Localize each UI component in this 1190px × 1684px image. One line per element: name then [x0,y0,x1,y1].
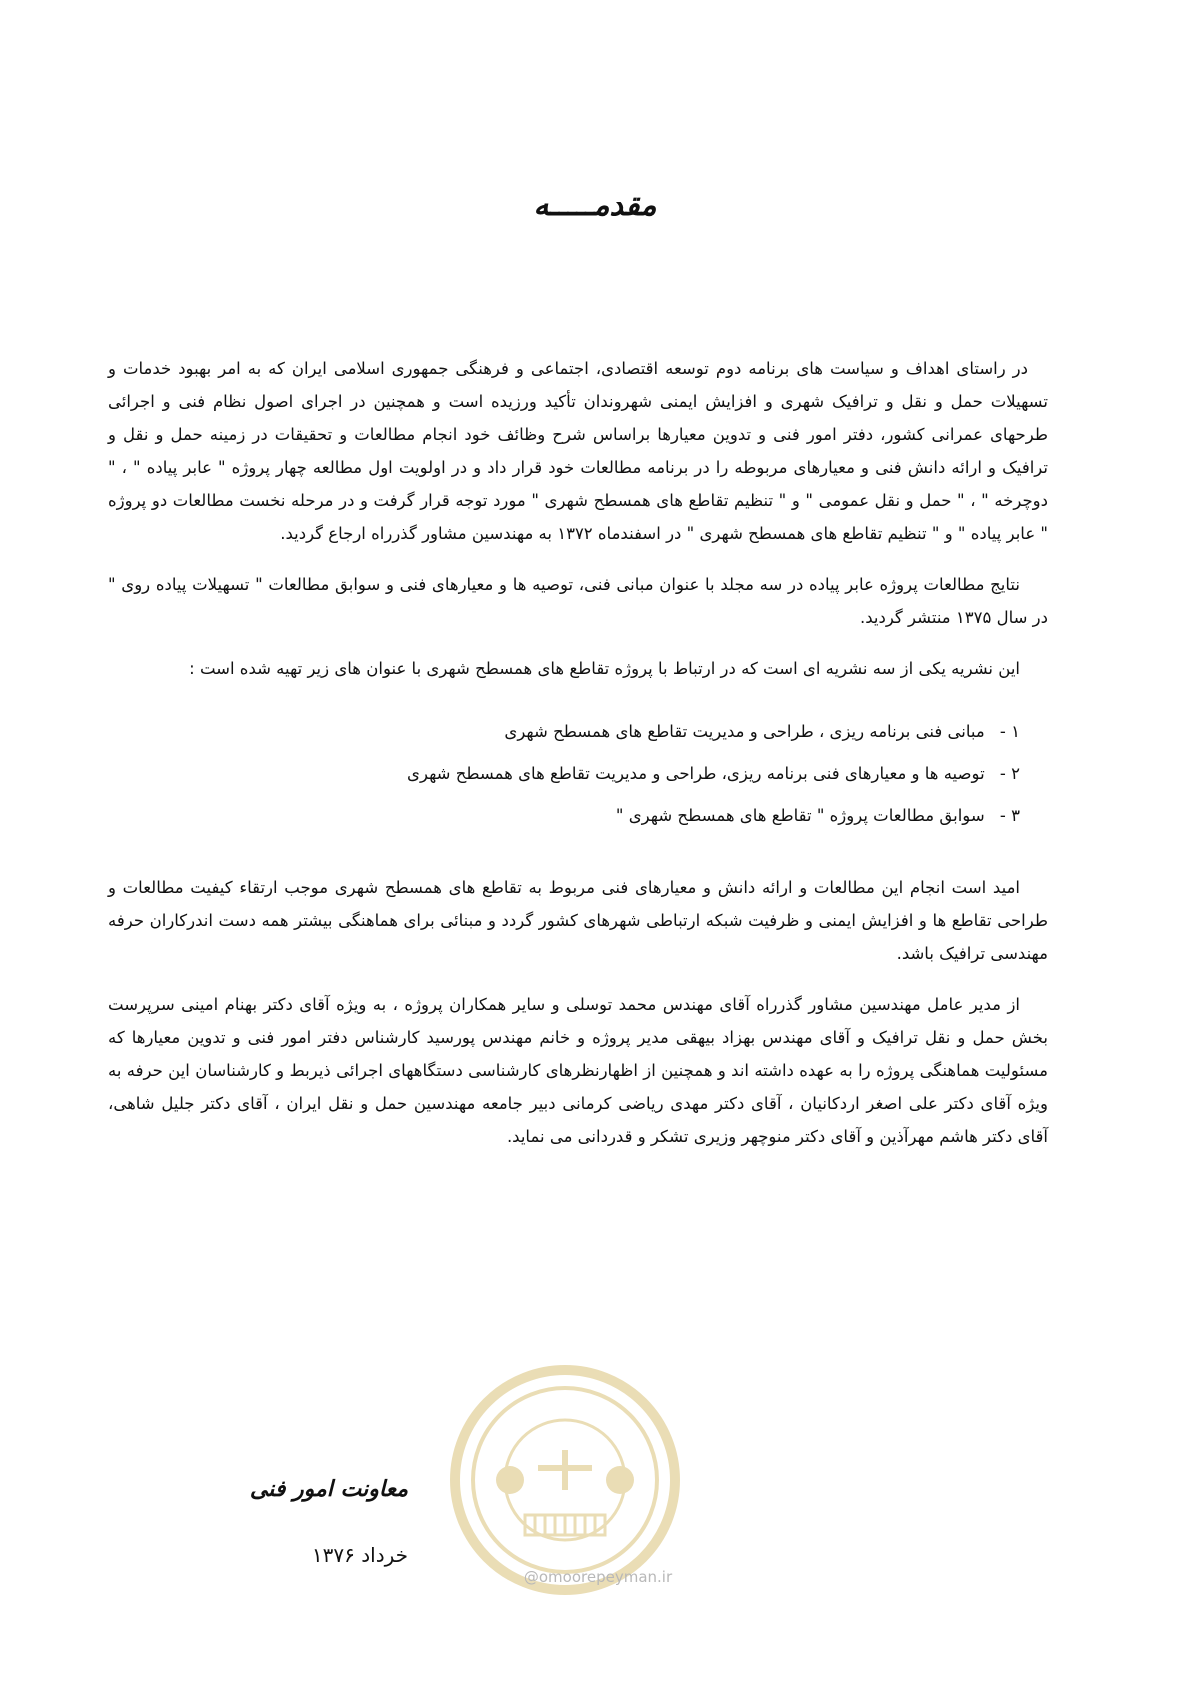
watermark-text: @omoorepeyman.ir [523,1568,673,1586]
list-item-number: ۲ - [999,764,1020,783]
list-item-number: ۱ - [999,722,1020,741]
list-item-text: توصیه ها و معیارهای فنی برنامه ریزی، طراحی و مدیریت تقاطع های همسطح شهری [407,764,985,783]
list-item-number: ۳ - [999,806,1020,825]
page-title: مقدمـــــه [533,188,657,223]
list-item-text: مبانی فنی برنامه ریزی ، طراحی و مدیریت تقاطع های همسطح شهری [504,722,985,741]
publication-list [108,711,1048,837]
list-item-text: سوابق مطالعات پروژه " تقاطع های همسطح شهری " [615,806,985,825]
paragraph-intro: در راستای اهداف و سیاست های برنامه دوم توسعه اقتصادی، اجتماعی و فرهنگی جمهوری اسلامی ایران که به امر بهبود خدمات و تسهیلات حمل و نقل و ترافیک شهری و افزایش ایمنی شهروندان تأکید ورزیده است و همچنین در اجرای اصول نظام فنی و اجرائی طرحهای عمرانی کشور، دفتر امور فنی و تدوین معیارها براساس شرح وظائف خود انجام مطالعات و تحقیقات در زمینه حمل و نقل و ترافیک و ارائه دانش فنی و معیارهای مربوطه را در برنامه مطالعات خود قرار داد و در اولویت اول مطالعه چهار پروژه " عابر پیاده " ، " دوچرخه " ، " حمل و نقل عمومی " و " تنظیم تقاطع های همسطح شهری " مورد توجه قرار گرفت و در مرحله نخست مطالعات دو پروژه " عابر پیاده " و " تنظیم تقاطع های همسطح شهری " در اسفندماه ۱۳۷۲ به مهندسین مشاور گذرراه ارجاع گردید. [108,359,1048,543]
list-item [108,753,1020,795]
paragraph-acknowledgements: از مدیر عامل مهندسین مشاور گذرراه آقای مهندس محمد توسلی و سایر همکاران پروژه ، به ویژه آقای دکتر بهنام امینی سرپرست بخش حمل و نقل ترافیک و آقای مهندس بهزاد بیهقی مدیر پروژه و خانم مهندس پورسید کارشناس دفتر امور فنی و تدوین معیارها که مسئولیت هماهنگی پروژه را به عهده داشته اند و همچنین از اظهارنظرهای کارشناسی دستگاههای اجرائی ذیربط و کارشناسان این حرفه به ویژه آقای دکتر علی اصغر اردکانیان ، آقای دکتر مهدی ریاضی کرمانی دبیر جامعه مهندسین حمل و نقل ایران ، آقای دکتر جلیل شاهی، آقای دکتر هاشم مهرآذین و آقای دکتر منوچهر وزیری تشکر و قدردانی می نماید. [108,995,1048,1146]
document-body [108,352,1048,1171]
paragraph-publication-list-intro: این نشریه یکی از سه نشریه ای است که در ارتباط با پروژه تقاطع های همسطح شهری با عنوان های زیر تهیه شده است : [189,659,1020,678]
signature: معاونت امور فنی [249,1476,408,1502]
paragraph-pedestrian-results: نتایج مطالعات پروژه عابر پیاده در سه مجلد با عنوان مبانی فنی، توصیه ها و معیارهای فنی و سوابق مطالعات " تسهیلات پیاده روی " در سال ۱۳۷۵ منتشر گردید. [108,575,1048,627]
document-date: خرداد ۱۳۷۶ [311,1543,408,1567]
paragraph-hope: امید است انجام این مطالعات و ارائه دانش و معیارهای فنی مربوط به تقاطع های همسطح شهری موجب ارتقاء کیفیت مطالعات و طراحی تقاطع ها و افزایش ایمنی و ظرفیت شبکه ارتباطی شهرهای کشور گردد و مبنائی برای هماهنگی بیشتر همه دست اندرکاران حرفه مهندسی ترافیک باشد. [108,878,1048,963]
list-item [108,795,1020,837]
list-item [108,711,1020,753]
